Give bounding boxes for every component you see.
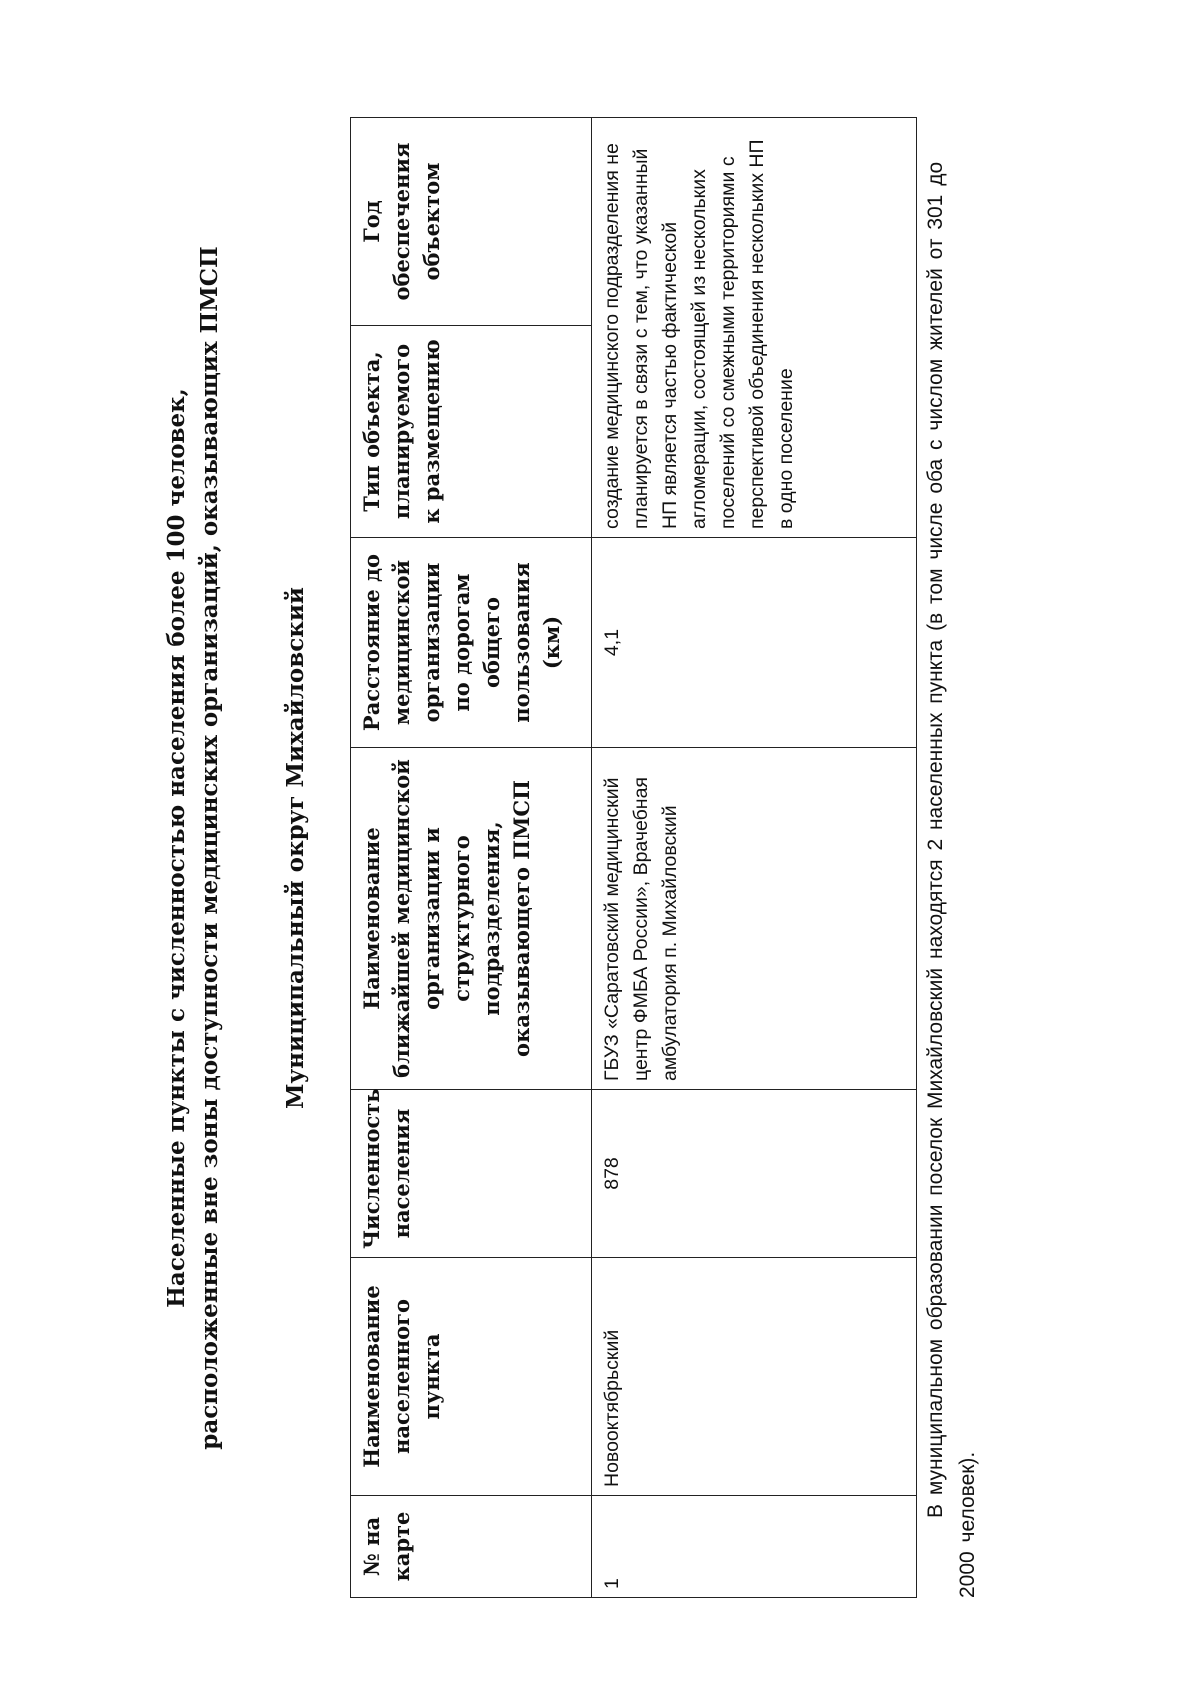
header-object-type: Тип объекта, планируемого к размещению <box>351 326 592 538</box>
cell-object-type: создание медицинского подразделения не планируется в связи с тем, что указанный НП является частью фактической агломерации, состоящей из нескольких поселений со смежными территориями с перспективой объединения нескольких НП в одно поселение <box>592 118 917 538</box>
title-line-1: Населенные пункты с численностью населения более 100 человек, <box>163 388 190 1308</box>
document-page <box>50 48 1090 1648</box>
header-settlement: Наименование населенного пункта <box>351 1258 592 1496</box>
cell-settlement: Новооктябрьский <box>592 1258 917 1496</box>
table-row <box>592 118 917 1598</box>
cell-distance: 4,1 <box>592 538 917 748</box>
cell-organization: ГБУЗ «Саратовский медицинский центр ФМБА России», Врачебная амбулатория п. Михайловский <box>592 748 917 1090</box>
cell-number: 1 <box>592 1496 917 1598</box>
header-number: № на карте <box>351 1496 592 1598</box>
header-distance: Расстояние до медицинской организации по дорогам общего пользования (км) <box>351 538 592 748</box>
title-line-2: расположенные вне зоны доступности медицинских организаций, оказывающих ПМСП <box>196 246 223 1450</box>
header-year: Год обеспечения объектом <box>351 118 592 326</box>
document-subtitle: Муниципальный округ Михайловский <box>282 587 309 1109</box>
footnote: В муниципальном образовании поселок Михайловский находятся 2 населенных пункта (в том числе оба с числом жителей от 301 до 2000 человек). <box>924 161 979 1598</box>
cell-population: 878 <box>592 1090 917 1258</box>
document-title <box>160 48 226 1648</box>
settlements-table <box>350 117 917 1598</box>
table-header-row <box>351 118 592 1598</box>
header-organization: Наименование ближайшей медицинской организации и структурного подразделения, оказывающего ПМСП <box>351 748 592 1090</box>
header-population: Численность населения <box>351 1090 592 1258</box>
